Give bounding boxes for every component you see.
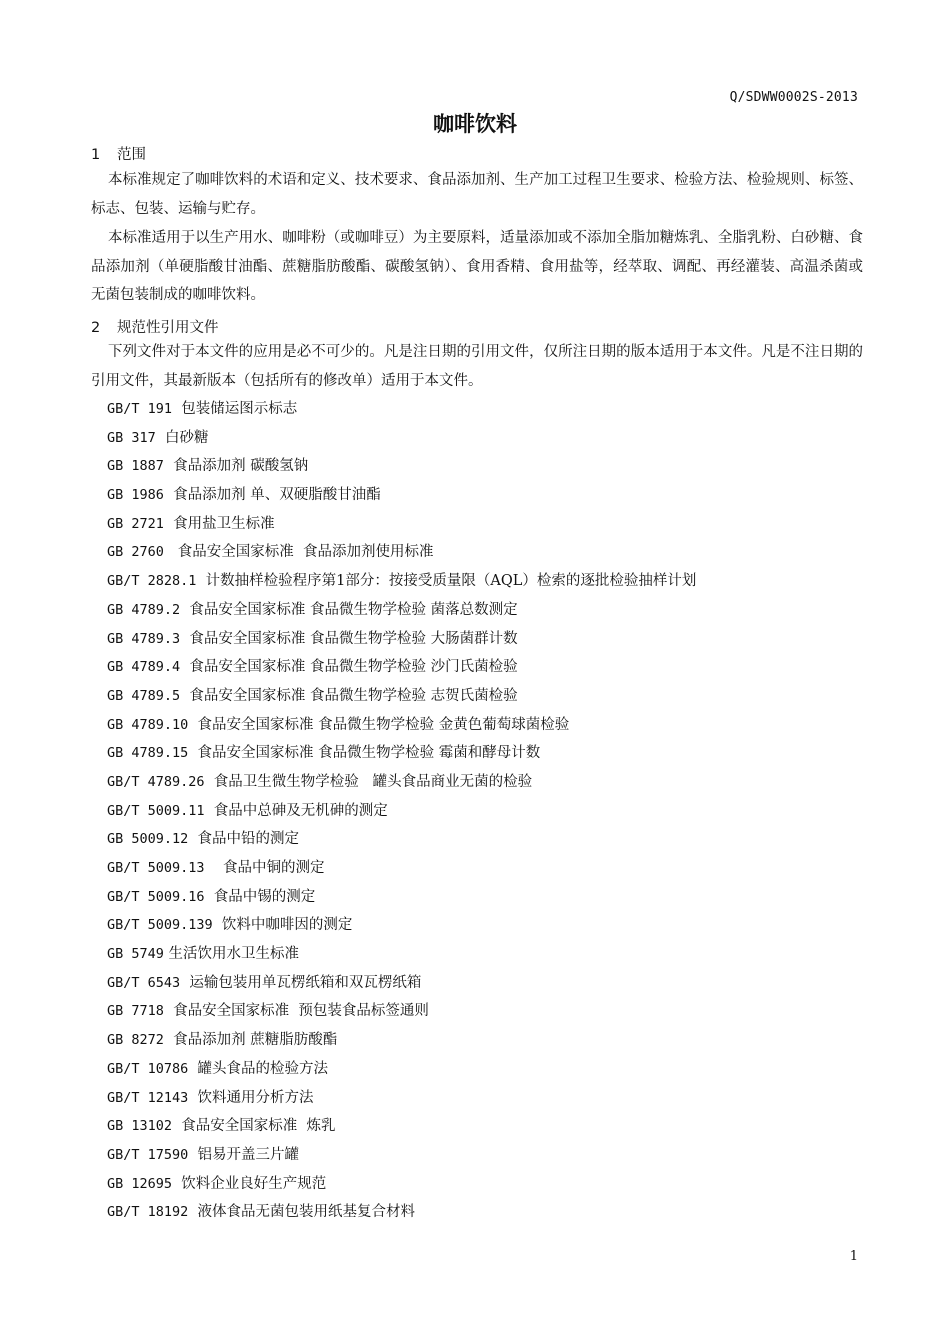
reference-item bbox=[107, 653, 696, 682]
reference-code: GB 1887 bbox=[107, 458, 164, 475]
reference-title: 饮料中咖啡因的测定 bbox=[221, 917, 353, 934]
reference-title: 食品安全国家标准 食品微生物学检验 菌落总数测定 bbox=[189, 601, 518, 618]
reference-title: 食品卫生微生物学检验 罐头食品商业无菌的检验 bbox=[213, 773, 533, 790]
reference-title: 罐头食品的检验方法 bbox=[197, 1060, 328, 1077]
reference-title: 食品安全国家标准 食品微生物学检验 志贺氏菌检验 bbox=[189, 687, 518, 704]
reference-gap bbox=[180, 975, 189, 991]
reference-item bbox=[107, 510, 696, 539]
reference-title: 食品中锡的测定 bbox=[213, 888, 316, 905]
reference-title: 食品安全国家标准 预包装食品标签通则 bbox=[173, 1003, 429, 1020]
reference-item bbox=[107, 424, 696, 453]
reference-gap bbox=[180, 659, 189, 675]
reference-title: 生活饮用水卫生标准 bbox=[168, 946, 300, 963]
reference-code: GB/T 10786 bbox=[107, 1060, 189, 1077]
references-intro-paragraph: 下列文件对于本文件的应用是必不可少的。凡是注日期的引用文件，仅所注日期的版本适用于本文件。凡是不注日期的引用文件，其最新版本（包括所有的修改单）适用于本文件。 bbox=[91, 344, 863, 389]
reference-title: 包装储运图示标志 bbox=[181, 401, 298, 417]
reference-code: GB 5749 bbox=[107, 946, 164, 963]
section-title: 规范性引用文件 bbox=[117, 320, 219, 336]
reference-code: GB/T 6543 bbox=[107, 974, 181, 991]
reference-title: 食品安全国家标准 食品添加剂使用标准 bbox=[177, 544, 434, 561]
reference-item bbox=[107, 854, 696, 883]
reference-code: GB/T 18192 bbox=[107, 1204, 189, 1221]
reference-gap bbox=[180, 631, 189, 647]
reference-gap bbox=[164, 458, 173, 474]
reference-code: GB 13102 bbox=[107, 1118, 173, 1135]
reference-code: GB/T 4789.26 bbox=[107, 773, 205, 790]
reference-code: GB 4789.3 bbox=[107, 630, 181, 647]
reference-code: GB 8272 bbox=[107, 1032, 164, 1049]
reference-code: GB 2721 bbox=[107, 515, 164, 532]
reference-title: 食品添加剂 单、双硬脂酸甘油酯 bbox=[173, 487, 381, 504]
reference-gap bbox=[188, 1090, 197, 1106]
reference-item bbox=[107, 969, 696, 998]
reference-title: 铝易开盖三片罐 bbox=[197, 1146, 299, 1163]
reference-item bbox=[107, 797, 696, 826]
reference-item bbox=[107, 395, 696, 424]
reference-code: GB 4789.15 bbox=[107, 745, 189, 762]
reference-gap bbox=[205, 803, 214, 819]
reference-title: 食品安全国家标准 食品微生物学检验 大肠菌群计数 bbox=[189, 630, 518, 647]
reference-code: GB 2760 bbox=[107, 544, 164, 561]
reference-gap bbox=[205, 774, 214, 790]
reference-gap bbox=[205, 889, 214, 905]
reference-title: 白砂糖 bbox=[165, 429, 209, 446]
reference-code: GB 4789.5 bbox=[107, 687, 181, 704]
section-heading-scope bbox=[91, 143, 146, 164]
reference-item bbox=[107, 625, 696, 654]
reference-title: 食品中总砷及无机砷的测定 bbox=[213, 802, 388, 819]
reference-item bbox=[107, 711, 696, 740]
reference-code: GB/T 5009.139 bbox=[107, 917, 213, 934]
reference-title: 食品添加剂 蔗糖脂肪酸酯 bbox=[173, 1032, 338, 1049]
reference-item bbox=[107, 596, 696, 625]
section-number: 1 bbox=[91, 147, 101, 163]
reference-item bbox=[107, 567, 696, 596]
reference-title: 运输包装用单瓦楞纸箱和双瓦楞纸箱 bbox=[189, 974, 422, 991]
reference-code: GB/T 191 bbox=[107, 401, 173, 417]
reference-code: GB/T 17590 bbox=[107, 1146, 189, 1163]
reference-item bbox=[107, 1141, 696, 1170]
reference-item bbox=[107, 768, 696, 797]
reference-code: GB/T 12143 bbox=[107, 1089, 189, 1106]
reference-gap bbox=[196, 573, 205, 589]
reference-title: 食品安全国家标准 食品微生物学检验 沙门氏菌检验 bbox=[189, 659, 518, 676]
reference-title: 饮料企业良好生产规范 bbox=[181, 1175, 327, 1192]
reference-code: GB/T 2828.1 bbox=[107, 573, 197, 590]
reference-item bbox=[107, 825, 696, 854]
reference-item bbox=[107, 481, 696, 510]
reference-item bbox=[107, 682, 696, 711]
reference-gap bbox=[188, 717, 197, 733]
document-title: 咖啡饮料 bbox=[433, 112, 517, 136]
reference-code: GB 12695 bbox=[107, 1175, 173, 1192]
reference-gap bbox=[188, 1061, 197, 1077]
reference-code: GB 4789.10 bbox=[107, 716, 189, 733]
reference-gap bbox=[172, 401, 181, 417]
reference-gap bbox=[172, 1176, 181, 1192]
reference-title: 食品安全国家标准 食品微生物学检验 霉菌和酵母计数 bbox=[197, 745, 541, 762]
reference-title: 饮料通用分析方法 bbox=[197, 1089, 314, 1106]
reference-code: GB 5009.12 bbox=[107, 831, 189, 848]
reference-gap bbox=[164, 487, 173, 503]
reference-list bbox=[107, 395, 696, 1227]
reference-item bbox=[107, 1026, 696, 1055]
reference-gap bbox=[156, 430, 165, 446]
reference-item bbox=[107, 452, 696, 481]
reference-gap bbox=[164, 1003, 173, 1019]
reference-item bbox=[107, 1170, 696, 1199]
reference-item bbox=[107, 1198, 696, 1227]
reference-gap bbox=[164, 544, 178, 560]
reference-title: 食品安全国家标准 炼乳 bbox=[181, 1118, 336, 1135]
reference-item bbox=[107, 883, 696, 912]
section-title: 范围 bbox=[117, 147, 146, 163]
reference-gap bbox=[180, 688, 189, 704]
reference-title: 液体食品无菌包装用纸基复合材料 bbox=[197, 1204, 415, 1221]
reference-code: GB 1986 bbox=[107, 487, 164, 504]
reference-code: GB 4789.4 bbox=[107, 659, 181, 676]
reference-item bbox=[107, 538, 696, 567]
reference-gap bbox=[188, 831, 197, 847]
reference-gap bbox=[164, 516, 173, 532]
reference-gap bbox=[188, 1147, 197, 1163]
reference-code: GB 317 bbox=[107, 429, 156, 446]
reference-gap bbox=[180, 602, 189, 618]
reference-item bbox=[107, 1055, 696, 1084]
reference-gap bbox=[188, 745, 197, 761]
reference-title: 食品中铅的测定 bbox=[197, 831, 299, 848]
reference-item bbox=[107, 1084, 696, 1113]
reference-code: GB 7718 bbox=[107, 1003, 164, 1020]
reference-code: GB 4789.2 bbox=[107, 601, 181, 618]
document-code: Q/SDWW0002S-2013 bbox=[729, 90, 858, 105]
scope-paragraph-2: 本标准适用于以生产用水、咖啡粉（或咖啡豆）为主要原料，适量添加或不添加全脂加糖炼乳、全脂乳粉、白砂糖、食品添加剂（单硬脂酸甘油酯、蔗糖脂肪酸酯、碳酸氢钠）、食用香精、食用盐等，经萃取、调配、再经灌装、高温杀菌或无菌包装制成的咖啡饮料。 bbox=[91, 230, 863, 303]
page-number: 1 bbox=[849, 1249, 858, 1264]
reference-gap bbox=[172, 1118, 181, 1134]
reference-code: GB/T 5009.11 bbox=[107, 802, 205, 819]
reference-gap bbox=[188, 1204, 197, 1220]
reference-title: 食品中铜的测定 bbox=[222, 860, 325, 876]
reference-code: GB/T 5009.13 bbox=[107, 860, 205, 876]
reference-item bbox=[107, 739, 696, 768]
section-number: 2 bbox=[91, 320, 101, 336]
reference-item bbox=[107, 940, 696, 969]
reference-code: GB/T 5009.16 bbox=[107, 888, 205, 905]
reference-title: 食品添加剂 碳酸氢钠 bbox=[173, 458, 309, 475]
reference-title: 食用盐卫生标准 bbox=[173, 515, 275, 532]
reference-gap bbox=[205, 860, 223, 876]
scope-paragraph-1: 本标准规定了咖啡饮料的术语和定义、技术要求、食品添加剂、生产加工过程卫生要求、检验方法、检验规则、标签、标志、包装、运输与贮存。 bbox=[91, 172, 863, 217]
reference-title: 计数抽样检验程序第1部分：按接受质量限（AQL）检索的逐批检验抽样计划 bbox=[205, 573, 697, 590]
reference-title: 食品安全国家标准 食品微生物学检验 金黄色葡萄球菌检验 bbox=[197, 716, 570, 733]
reference-gap bbox=[213, 917, 222, 933]
reference-item bbox=[107, 997, 696, 1026]
reference-item bbox=[107, 1112, 696, 1141]
reference-gap bbox=[164, 1032, 173, 1048]
section-heading-normative-references bbox=[91, 316, 219, 337]
reference-item bbox=[107, 911, 696, 940]
